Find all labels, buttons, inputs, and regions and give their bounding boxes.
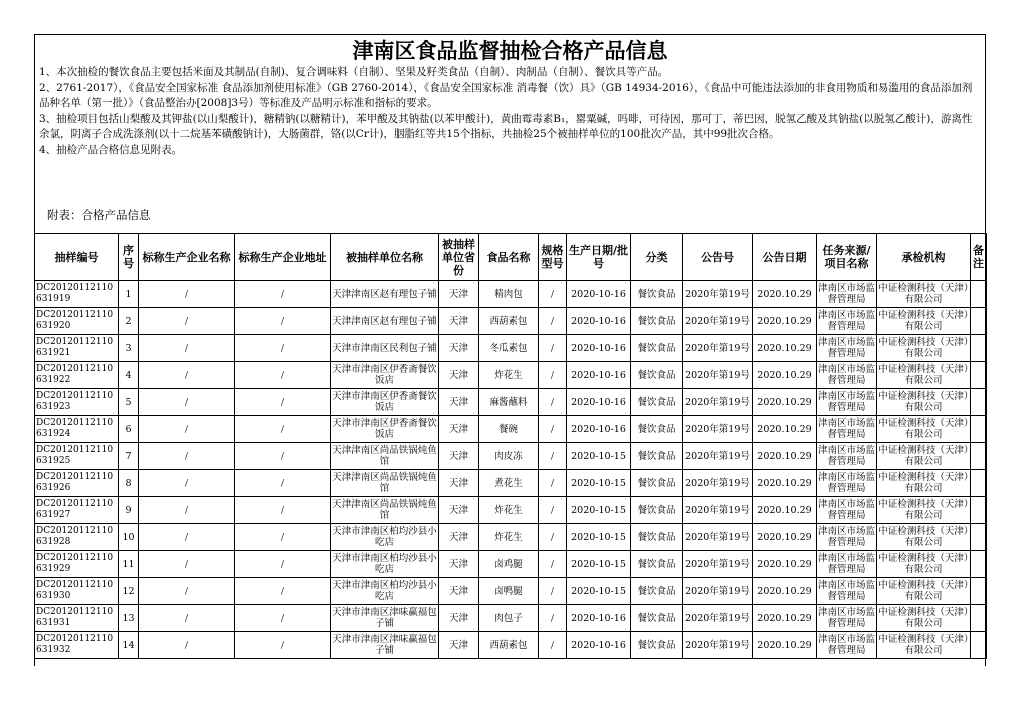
cell-col-producer-name: / bbox=[139, 362, 235, 389]
cell-col-notice-number: 2020年第19号 bbox=[683, 632, 753, 659]
cell-col-index: 1 bbox=[119, 281, 139, 308]
cell-col-food-name: 麻酱蘸料 bbox=[479, 389, 539, 416]
cell-col-testing-agency: 中证检测科技（天津）有限公司 bbox=[877, 578, 971, 605]
cell-col-notice-date: 2020.10.29 bbox=[753, 632, 817, 659]
cell-col-task-source: 津南区市场监督管理局 bbox=[817, 578, 877, 605]
cell-col-province: 天津 bbox=[439, 605, 479, 632]
cell-col-sampled-unit: 天津市津南区柏均沙县小吃店 bbox=[331, 578, 439, 605]
cell-col-spec: / bbox=[539, 524, 567, 551]
header-col-notice-number: 公告号 bbox=[683, 234, 753, 281]
cell-col-production-date: 2020-10-15 bbox=[567, 578, 631, 605]
header-col-category: 分类 bbox=[631, 234, 683, 281]
cell-col-remarks bbox=[971, 605, 987, 632]
cell-col-producer-address: / bbox=[235, 308, 331, 335]
header-col-testing-agency: 承检机构 bbox=[877, 234, 971, 281]
table-row bbox=[35, 308, 987, 335]
cell-col-producer-name: / bbox=[139, 524, 235, 551]
note-4: 4、抽检产品合格信息见附表。 bbox=[39, 143, 183, 156]
cell-col-spec: / bbox=[539, 497, 567, 524]
cell-col-index: 14 bbox=[119, 632, 139, 659]
header-col-producer-name: 标称生产企业名称 bbox=[139, 234, 235, 281]
cell-col-notice-date: 2020.10.29 bbox=[753, 362, 817, 389]
cell-col-food-name: 炸花生 bbox=[479, 362, 539, 389]
cell-col-production-date: 2020-10-16 bbox=[567, 416, 631, 443]
cell-col-remarks bbox=[971, 281, 987, 308]
header-col-production-date: 生产日期/批号 bbox=[567, 234, 631, 281]
table-row bbox=[35, 470, 987, 497]
cell-col-category: 餐饮食品 bbox=[631, 389, 683, 416]
header-col-food-name: 食品名称 bbox=[479, 234, 539, 281]
appendix-label: 附表：合格产品信息 bbox=[47, 208, 151, 222]
cell-col-notice-date: 2020.10.29 bbox=[753, 470, 817, 497]
header-col-province: 被抽样单位省份 bbox=[439, 234, 479, 281]
table-row bbox=[35, 416, 987, 443]
cell-col-remarks bbox=[971, 308, 987, 335]
cell-col-production-date: 2020-10-15 bbox=[567, 443, 631, 470]
cell-col-sampled-unit: 天津市津南区伊香斋餐饮饭店 bbox=[331, 389, 439, 416]
cell-col-sample-code: DC20120112110631932 bbox=[35, 632, 119, 659]
cell-col-province: 天津 bbox=[439, 416, 479, 443]
cell-col-sampled-unit: 天津市津南区伊香斋餐饮饭店 bbox=[331, 362, 439, 389]
cell-col-spec: / bbox=[539, 281, 567, 308]
cell-col-remarks bbox=[971, 632, 987, 659]
cell-col-remarks bbox=[971, 551, 987, 578]
cell-col-spec: / bbox=[539, 551, 567, 578]
cell-col-remarks bbox=[971, 524, 987, 551]
cell-col-producer-address: / bbox=[235, 578, 331, 605]
note-2: 2、2761-2017），《食品安全国家标准 食品添加剂使用标准》（GB 2760-2014），《食品安全国家标准 消毒餐（饮）具》（GB 14934-2016），《食品中可能违法添加的非食用物质和易滥用的食品添加剂品种名单（第一批）》（食品整治办[2008]3号）等标准及产品明示标准和指标的要求。 bbox=[39, 81, 973, 109]
table-header-row bbox=[35, 234, 987, 281]
cell-col-food-name: 卤鸭腿 bbox=[479, 578, 539, 605]
cell-col-testing-agency: 中证检测科技（天津）有限公司 bbox=[877, 470, 971, 497]
table-row bbox=[35, 443, 987, 470]
cell-col-province: 天津 bbox=[439, 524, 479, 551]
cell-col-remarks bbox=[971, 389, 987, 416]
cell-col-remarks bbox=[971, 416, 987, 443]
cell-col-index: 2 bbox=[119, 308, 139, 335]
cell-col-remarks bbox=[971, 443, 987, 470]
cell-col-testing-agency: 中证检测科技（天津）有限公司 bbox=[877, 605, 971, 632]
cell-col-spec: / bbox=[539, 389, 567, 416]
cell-col-producer-name: / bbox=[139, 443, 235, 470]
cell-col-category: 餐饮食品 bbox=[631, 605, 683, 632]
cell-col-testing-agency: 中证检测科技（天津）有限公司 bbox=[877, 308, 971, 335]
cell-col-notice-number: 2020年第19号 bbox=[683, 497, 753, 524]
cell-col-testing-agency: 中证检测科技（天津）有限公司 bbox=[877, 281, 971, 308]
table-row bbox=[35, 281, 987, 308]
cell-col-notice-date: 2020.10.29 bbox=[753, 281, 817, 308]
header-col-notice-date: 公告日期 bbox=[753, 234, 817, 281]
cell-col-index: 13 bbox=[119, 605, 139, 632]
cell-col-producer-name: / bbox=[139, 605, 235, 632]
cell-col-testing-agency: 中证检测科技（天津）有限公司 bbox=[877, 524, 971, 551]
cell-col-production-date: 2020-10-16 bbox=[567, 389, 631, 416]
cell-col-producer-name: / bbox=[139, 497, 235, 524]
table-row bbox=[35, 605, 987, 632]
cell-col-province: 天津 bbox=[439, 281, 479, 308]
cell-col-notice-number: 2020年第19号 bbox=[683, 281, 753, 308]
cell-col-producer-address: / bbox=[235, 281, 331, 308]
cell-col-index: 12 bbox=[119, 578, 139, 605]
cell-col-producer-name: / bbox=[139, 578, 235, 605]
cell-col-testing-agency: 中证检测科技（天津）有限公司 bbox=[877, 443, 971, 470]
cell-col-food-name: 冬瓜素包 bbox=[479, 335, 539, 362]
cell-col-index: 3 bbox=[119, 335, 139, 362]
header-col-sampled-unit: 被抽样单位名称 bbox=[331, 234, 439, 281]
cell-col-food-name: 西葫素包 bbox=[479, 632, 539, 659]
cell-col-producer-name: / bbox=[139, 308, 235, 335]
cell-col-category: 餐饮食品 bbox=[631, 524, 683, 551]
notes-block bbox=[35, 65, 985, 234]
cell-col-task-source: 津南区市场监督管理局 bbox=[817, 551, 877, 578]
cell-col-category: 餐饮食品 bbox=[631, 335, 683, 362]
cell-col-notice-date: 2020.10.29 bbox=[753, 497, 817, 524]
cell-col-sample-code: DC20120112110631920 bbox=[35, 308, 119, 335]
cell-col-notice-date: 2020.10.29 bbox=[753, 335, 817, 362]
cell-col-producer-address: / bbox=[235, 335, 331, 362]
cell-col-province: 天津 bbox=[439, 497, 479, 524]
cell-col-index: 7 bbox=[119, 443, 139, 470]
cell-col-production-date: 2020-10-15 bbox=[567, 497, 631, 524]
cell-col-remarks bbox=[971, 335, 987, 362]
cell-col-province: 天津 bbox=[439, 335, 479, 362]
cell-col-sampled-unit: 天津市津南区伊香斋餐饮饭店 bbox=[331, 416, 439, 443]
table-row bbox=[35, 551, 987, 578]
cell-col-food-name: 炸花生 bbox=[479, 524, 539, 551]
cell-col-producer-name: / bbox=[139, 389, 235, 416]
header-col-index: 序号 bbox=[119, 234, 139, 281]
table-row bbox=[35, 578, 987, 605]
cell-col-category: 餐饮食品 bbox=[631, 362, 683, 389]
cell-col-sampled-unit: 天津津南区尚品铁锅炖鱼馆 bbox=[331, 470, 439, 497]
cell-col-index: 4 bbox=[119, 362, 139, 389]
cell-col-producer-address: / bbox=[235, 497, 331, 524]
cell-col-index: 5 bbox=[119, 389, 139, 416]
cell-col-production-date: 2020-10-16 bbox=[567, 281, 631, 308]
document-title: 津南区食品监督抽检合格产品信息 bbox=[352, 39, 668, 63]
cell-col-category: 餐饮食品 bbox=[631, 578, 683, 605]
cell-col-food-name: 卤鸡腿 bbox=[479, 551, 539, 578]
header-col-task-source: 任务来源/项目名称 bbox=[817, 234, 877, 281]
cell-col-sampled-unit: 天津市津南区津味赢福包子铺 bbox=[331, 632, 439, 659]
header-col-spec: 规格型号 bbox=[539, 234, 567, 281]
cell-col-spec: / bbox=[539, 605, 567, 632]
cell-col-producer-address: / bbox=[235, 443, 331, 470]
cell-col-spec: / bbox=[539, 335, 567, 362]
cell-col-sample-code: DC20120112110631919 bbox=[35, 281, 119, 308]
cell-col-sample-code: DC20120112110631930 bbox=[35, 578, 119, 605]
cell-col-production-date: 2020-10-16 bbox=[567, 308, 631, 335]
cell-col-sample-code: DC20120112110631924 bbox=[35, 416, 119, 443]
cell-col-category: 餐饮食品 bbox=[631, 308, 683, 335]
cell-col-notice-number: 2020年第19号 bbox=[683, 389, 753, 416]
header-col-sample-code: 抽样编号 bbox=[35, 234, 119, 281]
cell-col-sample-code: DC20120112110631931 bbox=[35, 605, 119, 632]
cell-col-sampled-unit: 天津市津南区民利包子铺 bbox=[331, 335, 439, 362]
cell-col-notice-date: 2020.10.29 bbox=[753, 416, 817, 443]
cell-col-province: 天津 bbox=[439, 308, 479, 335]
cell-col-producer-name: / bbox=[139, 335, 235, 362]
cell-col-task-source: 津南区市场监督管理局 bbox=[817, 281, 877, 308]
cell-col-province: 天津 bbox=[439, 578, 479, 605]
cell-col-remarks bbox=[971, 497, 987, 524]
cell-col-task-source: 津南区市场监督管理局 bbox=[817, 443, 877, 470]
cell-col-sample-code: DC20120112110631923 bbox=[35, 389, 119, 416]
cell-col-spec: / bbox=[539, 308, 567, 335]
cell-col-sample-code: DC20120112110631929 bbox=[35, 551, 119, 578]
cell-col-category: 餐饮食品 bbox=[631, 632, 683, 659]
cell-col-producer-address: / bbox=[235, 551, 331, 578]
cell-col-category: 餐饮食品 bbox=[631, 281, 683, 308]
cell-col-production-date: 2020-10-16 bbox=[567, 362, 631, 389]
cell-col-food-name: 肉包子 bbox=[479, 605, 539, 632]
cell-col-category: 餐饮食品 bbox=[631, 443, 683, 470]
cell-col-notice-number: 2020年第19号 bbox=[683, 416, 753, 443]
cell-col-task-source: 津南区市场监督管理局 bbox=[817, 497, 877, 524]
cell-col-production-date: 2020-10-16 bbox=[567, 632, 631, 659]
cell-col-notice-date: 2020.10.29 bbox=[753, 443, 817, 470]
header-col-remarks: 备注 bbox=[971, 234, 987, 281]
cell-col-spec: / bbox=[539, 470, 567, 497]
cell-col-producer-name: / bbox=[139, 632, 235, 659]
cell-col-production-date: 2020-10-16 bbox=[567, 335, 631, 362]
cell-col-notice-date: 2020.10.29 bbox=[753, 605, 817, 632]
note-3: 3、抽检项目包括山梨酸及其钾盐(以山梨酸计)，糖精钠(以糖精计)，苯甲酸及其钠盐(以苯甲酸计)，黄曲霉毒素B₁，罂粟碱，吗啡，可待因，那可丁，蒂巴因，脱氢乙酸及其钠盐(以脱氢乙酸计)，游离性余氯，阴离子合成洗涤剂(以十二烷基苯磺酸钠计)，大肠菌群，铬(以Cr计)，胭脂红等共15个指标，共抽检25个被抽样单位的100批次产品，其中99批次合格。 bbox=[39, 112, 973, 140]
table-row bbox=[35, 389, 987, 416]
cell-col-testing-agency: 中证检测科技（天津）有限公司 bbox=[877, 362, 971, 389]
cell-col-producer-name: / bbox=[139, 551, 235, 578]
cell-col-sample-code: DC20120112110631921 bbox=[35, 335, 119, 362]
cell-col-notice-date: 2020.10.29 bbox=[753, 524, 817, 551]
cell-col-producer-address: / bbox=[235, 524, 331, 551]
table-row bbox=[35, 362, 987, 389]
cell-col-testing-agency: 中证检测科技（天津）有限公司 bbox=[877, 632, 971, 659]
cell-col-index: 10 bbox=[119, 524, 139, 551]
cell-col-province: 天津 bbox=[439, 362, 479, 389]
cell-col-testing-agency: 中证检测科技（天津）有限公司 bbox=[877, 389, 971, 416]
cell-col-notice-date: 2020.10.29 bbox=[753, 578, 817, 605]
cell-col-producer-name: / bbox=[139, 416, 235, 443]
cell-col-production-date: 2020-10-15 bbox=[567, 551, 631, 578]
cell-col-task-source: 津南区市场监督管理局 bbox=[817, 470, 877, 497]
cell-col-spec: / bbox=[539, 416, 567, 443]
cell-col-task-source: 津南区市场监督管理局 bbox=[817, 335, 877, 362]
cell-col-testing-agency: 中证检测科技（天津）有限公司 bbox=[877, 497, 971, 524]
cell-col-task-source: 津南区市场监督管理局 bbox=[817, 632, 877, 659]
cell-col-task-source: 津南区市场监督管理局 bbox=[817, 416, 877, 443]
cell-col-sample-code: DC20120112110631922 bbox=[35, 362, 119, 389]
note-1: 1、本次抽检的餐饮食品主要包括米面及其制品(自制)、复合调味料（自制）、坚果及籽类食品（自制）、肉制品（自制）、餐饮具等产品。 bbox=[39, 66, 669, 78]
cell-col-production-date: 2020-10-16 bbox=[567, 605, 631, 632]
cell-col-index: 9 bbox=[119, 497, 139, 524]
cell-col-task-source: 津南区市场监督管理局 bbox=[817, 308, 877, 335]
cell-col-task-source: 津南区市场监督管理局 bbox=[817, 605, 877, 632]
cell-col-province: 天津 bbox=[439, 632, 479, 659]
cell-col-sample-code: DC20120112110631928 bbox=[35, 524, 119, 551]
cell-col-province: 天津 bbox=[439, 470, 479, 497]
table-row bbox=[35, 497, 987, 524]
cell-col-notice-number: 2020年第19号 bbox=[683, 335, 753, 362]
cell-col-notice-date: 2020.10.29 bbox=[753, 551, 817, 578]
qualified-products-table bbox=[34, 233, 987, 659]
cell-col-spec: / bbox=[539, 578, 567, 605]
cell-col-category: 餐饮食品 bbox=[631, 416, 683, 443]
cell-col-producer-address: / bbox=[235, 389, 331, 416]
cell-col-notice-date: 2020.10.29 bbox=[753, 308, 817, 335]
cell-col-food-name: 餐碗 bbox=[479, 416, 539, 443]
cell-col-spec: / bbox=[539, 443, 567, 470]
cell-col-province: 天津 bbox=[439, 443, 479, 470]
cell-col-notice-number: 2020年第19号 bbox=[683, 308, 753, 335]
cell-col-producer-name: / bbox=[139, 281, 235, 308]
cell-col-testing-agency: 中证检测科技（天津）有限公司 bbox=[877, 551, 971, 578]
cell-col-remarks bbox=[971, 470, 987, 497]
cell-col-sampled-unit: 天津市津南区柏均沙县小吃店 bbox=[331, 551, 439, 578]
cell-col-sampled-unit: 天津津南区赵有理包子铺 bbox=[331, 281, 439, 308]
cell-col-index: 8 bbox=[119, 470, 139, 497]
cell-col-sample-code: DC20120112110631927 bbox=[35, 497, 119, 524]
cell-col-producer-address: / bbox=[235, 362, 331, 389]
cell-col-notice-number: 2020年第19号 bbox=[683, 605, 753, 632]
table-body bbox=[35, 281, 987, 659]
cell-col-sampled-unit: 天津市津南区津味赢福包子铺 bbox=[331, 605, 439, 632]
cell-col-sampled-unit: 天津市津南区柏均沙县小吃店 bbox=[331, 524, 439, 551]
cell-col-spec: / bbox=[539, 362, 567, 389]
cell-col-notice-date: 2020.10.29 bbox=[753, 389, 817, 416]
table-row bbox=[35, 335, 987, 362]
cell-col-province: 天津 bbox=[439, 389, 479, 416]
cell-col-notice-number: 2020年第19号 bbox=[683, 443, 753, 470]
cell-col-testing-agency: 中证检测科技（天津）有限公司 bbox=[877, 335, 971, 362]
table-row bbox=[35, 632, 987, 659]
cell-col-spec: / bbox=[539, 632, 567, 659]
cell-col-sampled-unit: 天津津南区赵有理包子铺 bbox=[331, 308, 439, 335]
cell-col-sampled-unit: 天津津南区尚品铁锅炖鱼馆 bbox=[331, 443, 439, 470]
cell-col-sampled-unit: 天津津南区尚品铁锅炖鱼馆 bbox=[331, 497, 439, 524]
cell-col-task-source: 津南区市场监督管理局 bbox=[817, 524, 877, 551]
cell-col-food-name: 煮花生 bbox=[479, 470, 539, 497]
cell-col-notice-number: 2020年第19号 bbox=[683, 524, 753, 551]
cell-col-index: 6 bbox=[119, 416, 139, 443]
cell-col-category: 餐饮食品 bbox=[631, 470, 683, 497]
table-row bbox=[35, 524, 987, 551]
cell-col-production-date: 2020-10-15 bbox=[567, 470, 631, 497]
cell-col-category: 餐饮食品 bbox=[631, 497, 683, 524]
cell-col-production-date: 2020-10-15 bbox=[567, 524, 631, 551]
cell-col-task-source: 津南区市场监督管理局 bbox=[817, 362, 877, 389]
cell-col-food-name: 炸花生 bbox=[479, 497, 539, 524]
cell-col-food-name: 西葫素包 bbox=[479, 308, 539, 335]
cell-col-food-name: 肉皮冻 bbox=[479, 443, 539, 470]
cell-col-notice-number: 2020年第19号 bbox=[683, 362, 753, 389]
cell-col-sample-code: DC20120112110631926 bbox=[35, 470, 119, 497]
cell-col-task-source: 津南区市场监督管理局 bbox=[817, 389, 877, 416]
cell-col-remarks bbox=[971, 578, 987, 605]
cell-col-notice-number: 2020年第19号 bbox=[683, 470, 753, 497]
cell-col-producer-address: / bbox=[235, 632, 331, 659]
cell-col-province: 天津 bbox=[439, 551, 479, 578]
cell-col-producer-address: / bbox=[235, 416, 331, 443]
cell-col-category: 餐饮食品 bbox=[631, 551, 683, 578]
cell-col-producer-address: / bbox=[235, 605, 331, 632]
cell-col-food-name: 精肉包 bbox=[479, 281, 539, 308]
cell-col-sample-code: DC20120112110631925 bbox=[35, 443, 119, 470]
cell-col-notice-number: 2020年第19号 bbox=[683, 578, 753, 605]
document-sheet bbox=[34, 34, 986, 666]
header-col-producer-address: 标称生产企业地址 bbox=[235, 234, 331, 281]
cell-col-remarks bbox=[971, 362, 987, 389]
cell-col-producer-name: / bbox=[139, 470, 235, 497]
cell-col-index: 11 bbox=[119, 551, 139, 578]
cell-col-producer-address: / bbox=[235, 470, 331, 497]
cell-col-notice-number: 2020年第19号 bbox=[683, 551, 753, 578]
cell-col-testing-agency: 中证检测科技（天津）有限公司 bbox=[877, 416, 971, 443]
